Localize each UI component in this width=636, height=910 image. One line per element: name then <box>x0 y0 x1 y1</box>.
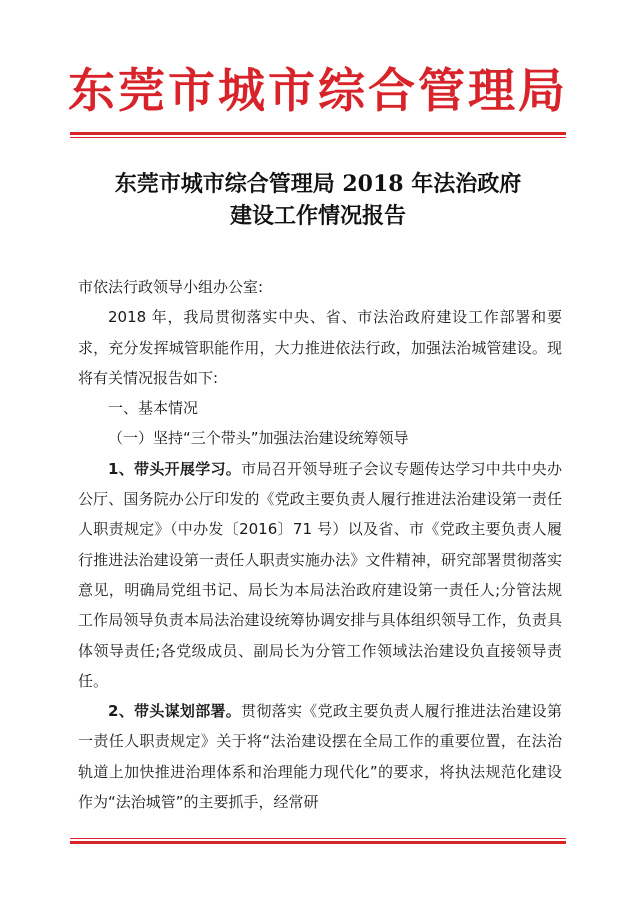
masthead-red-rule-thick <box>70 132 566 135</box>
item-2-paragraph <box>78 696 562 817</box>
document-title-line-1: 东莞市城市综合管理局 2018 年法治政府 <box>114 171 522 197</box>
subsection-heading-three-leads: （一）坚持“三个带头”加强法治建设统筹领导 <box>108 429 409 448</box>
document-body <box>78 272 562 817</box>
footer-red-rule-thick <box>70 841 566 844</box>
item-2-body: 贯彻落实《党政主要负责人履行推进法治建设第一责任人职责规定》关于将“法治建设摆在全局工作的重要位置，在法治轨道上加快推进治理体系和治理能力现代化”的要求，将执法规范化建设作为“法治城管”的主要抓手，经常研 <box>78 702 562 812</box>
intro-paragraph: 2018 年，我局贯彻落实中央、省、市法治政府建设工作部署和要求，充分发挥城管职能作用，大力推进依法行政，加强法治城管建设。现将有关情况报告如下: <box>78 308 562 387</box>
document-title-line-2: 建设工作情况报告 <box>229 203 406 229</box>
salutation: 市依法行政领导小组办公室: <box>78 278 264 296</box>
footer-red-rule-thin <box>70 838 566 839</box>
item-2-lead: 2、带头谋划部署。 <box>108 702 242 721</box>
masthead-red-rule-thin <box>70 137 566 138</box>
item-1-body: 市局召开领导班子会议专题传达学习中共中央办公厅、国务院办公厅印发的《党政主要负责人履行推进法治建设第一责任人职责规定》（中办发〔2016〕71 号）以及省、市《党政主要负责人履行推进法治建设第一责任人职责实施办法》文件精神，研究部署贯彻落实意见，明确局党组书记、局长为本局法治政府建设第一责任人;分管法规工作局领导负责本局法治建设统筹协调安排与具体组织领导工作，负责具体领导责任;各党级成员、副局长为分管工作领域法治建设负直接领导责任。 <box>78 459 562 690</box>
item-1-paragraph <box>78 454 562 696</box>
masthead-title: 东莞市城市综合管理局 <box>68 64 568 119</box>
item-1-lead: 1、带头开展学习。 <box>108 459 242 478</box>
section-heading-basic-situation: 一、基本情况 <box>108 399 199 418</box>
